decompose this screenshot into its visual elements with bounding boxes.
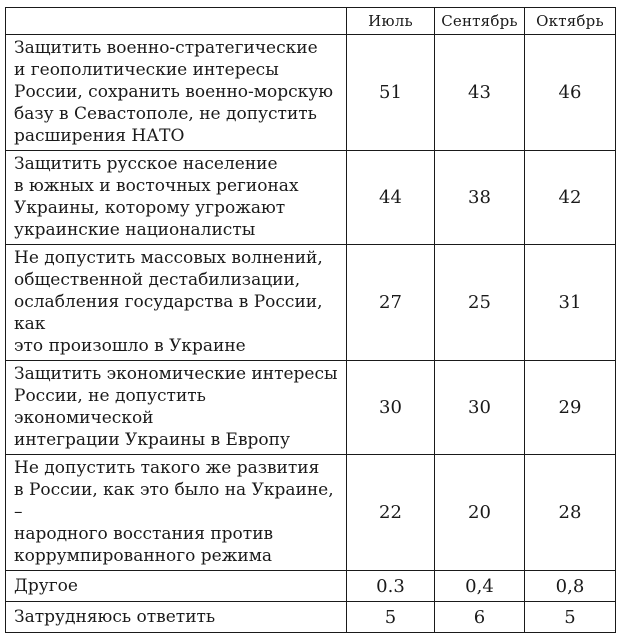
- value-september: 38: [435, 151, 525, 245]
- value-september: 25: [435, 245, 525, 361]
- row-label: Защитить военно-стратегические и геополитические интересы России, сохранить военно-морскую базу в Севастополе, не допустить расширения НАТО: [6, 35, 347, 151]
- header-october: Октябрь: [525, 8, 616, 35]
- table-row: [6, 245, 616, 361]
- table-row: [6, 151, 616, 245]
- value-july: 51: [347, 35, 435, 151]
- header-empty-cell: [6, 8, 347, 35]
- value-september: 6: [435, 602, 525, 633]
- value-october: 28: [525, 455, 616, 571]
- value-october: 5: [525, 602, 616, 633]
- row-label: Защитить экономические интересы России, не допустить экономической интеграции Украины в Европу: [6, 361, 347, 455]
- row-label: Не допустить такого же развития в России, как это было на Украине, – народного восстания против коррумпированного режима: [6, 455, 347, 571]
- value-october: 46: [525, 35, 616, 151]
- value-october: 0,8: [525, 571, 616, 602]
- value-july: 27: [347, 245, 435, 361]
- table-row: [6, 361, 616, 455]
- table-row: [6, 571, 616, 602]
- row-label: Защитить русское население в южных и восточных регионах Украины, которому угрожают украинские националисты: [6, 151, 347, 245]
- value-october: 31: [525, 245, 616, 361]
- header-september: Сентябрь: [435, 8, 525, 35]
- value-september: 0,4: [435, 571, 525, 602]
- row-label: Другое: [6, 571, 347, 602]
- header-row: [6, 8, 616, 35]
- value-october: 42: [525, 151, 616, 245]
- value-october: 29: [525, 361, 616, 455]
- value-july: 0.3: [347, 571, 435, 602]
- survey-table: [5, 7, 616, 633]
- value-july: 5: [347, 602, 435, 633]
- value-september: 30: [435, 361, 525, 455]
- table-row: [6, 455, 616, 571]
- value-july: 30: [347, 361, 435, 455]
- row-label: Затрудняюсь ответить: [6, 602, 347, 633]
- header-july: Июль: [347, 8, 435, 35]
- table-row: [6, 602, 616, 633]
- value-july: 44: [347, 151, 435, 245]
- value-july: 22: [347, 455, 435, 571]
- table-row: [6, 35, 616, 151]
- value-september: 20: [435, 455, 525, 571]
- row-label: Не допустить массовых волнений, общественной дестабилизации, ослабления государства в России, как это произошло в Украине: [6, 245, 347, 361]
- value-september: 43: [435, 35, 525, 151]
